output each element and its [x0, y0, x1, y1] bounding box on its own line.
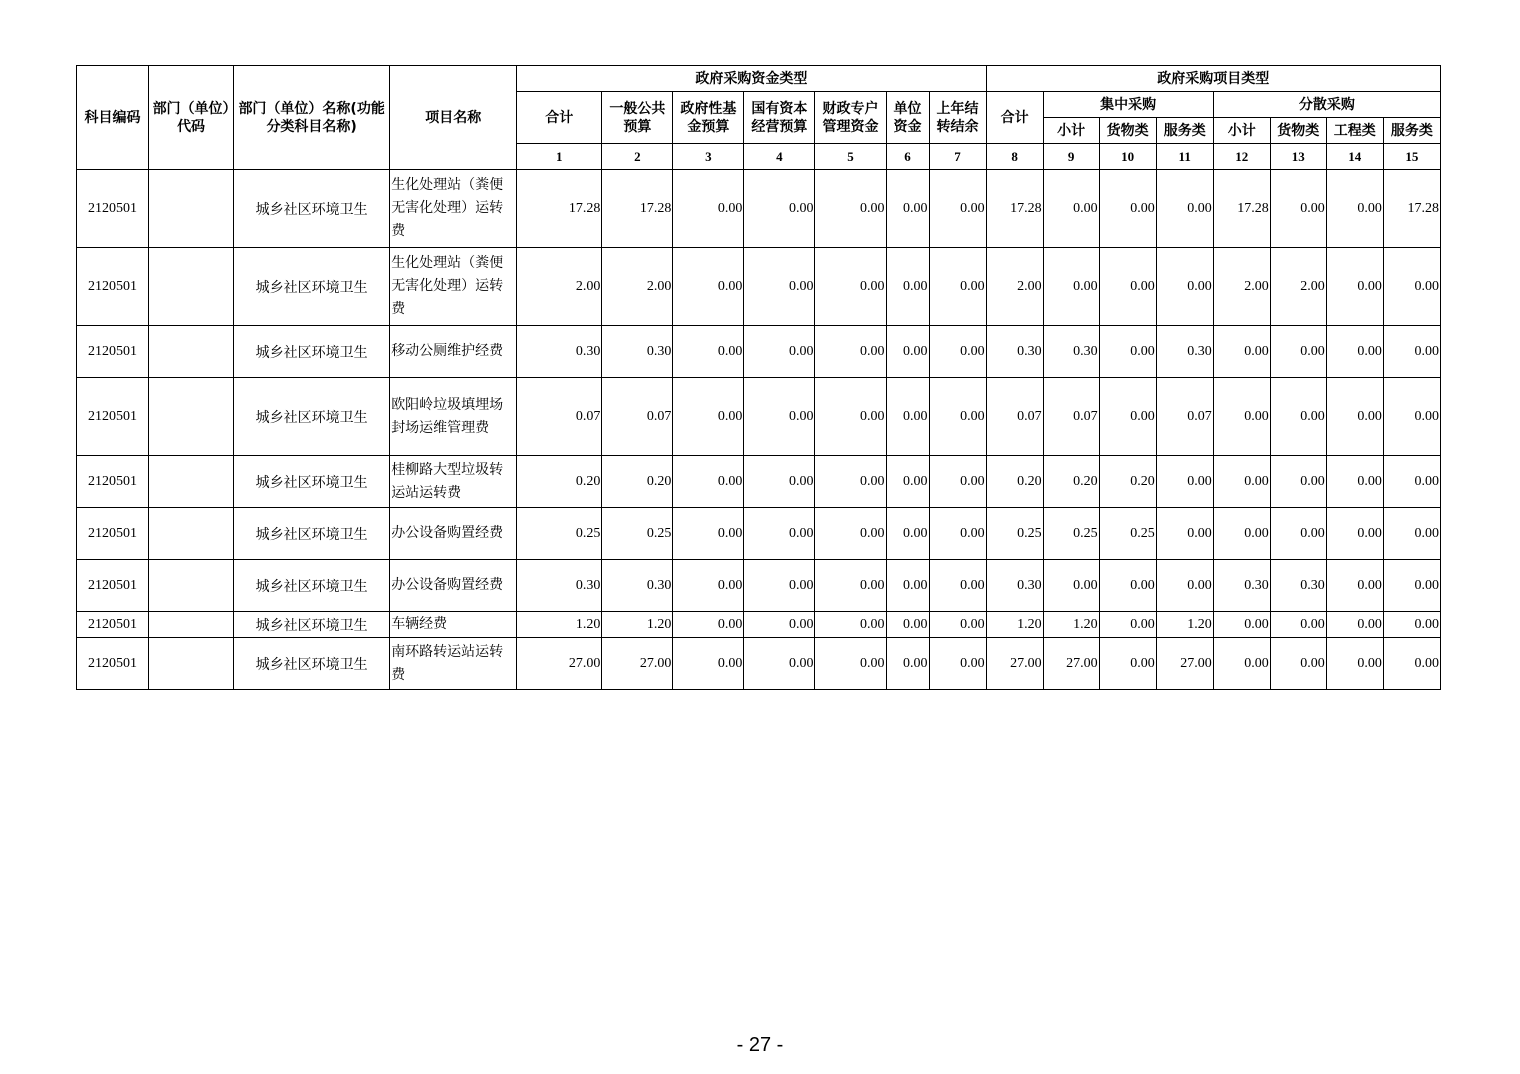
amount-cell: 0.00 [929, 378, 986, 456]
amount-cell: 0.30 [1270, 560, 1326, 612]
amount-cell: 0.00 [1099, 612, 1156, 638]
amount-cell: 1.20 [602, 612, 673, 638]
amount-cell: 0.00 [744, 378, 815, 456]
amount-cell: 0.20 [986, 456, 1043, 508]
amount-cell: 0.00 [1213, 508, 1270, 560]
subject-code-cell: 2120501 [77, 378, 149, 456]
amount-cell: 0.00 [1043, 170, 1099, 248]
amount-cell: 0.00 [1043, 560, 1099, 612]
amount-cell: 0.00 [673, 170, 744, 248]
dept-code-cell [149, 378, 234, 456]
header-unit-fund: 单位资金 [886, 92, 929, 144]
dept-name-cell: 城乡社区环境卫生 [234, 456, 390, 508]
header-fund-type-group: 政府采购资金类型 [517, 66, 986, 92]
amount-cell: 0.00 [1213, 612, 1270, 638]
amount-cell: 0.00 [1099, 170, 1156, 248]
amount-cell: 27.00 [602, 638, 673, 690]
subject-code-cell: 2120501 [77, 326, 149, 378]
amount-cell: 0.00 [929, 326, 986, 378]
header-subtotal-1: 小计 [1043, 118, 1099, 144]
amount-cell: 0.25 [1043, 508, 1099, 560]
amount-cell: 0.00 [886, 560, 929, 612]
amount-cell: 0.00 [1156, 560, 1213, 612]
amount-cell: 2.00 [1213, 248, 1270, 326]
amount-cell: 0.20 [1099, 456, 1156, 508]
amount-cell: 0.00 [1270, 612, 1326, 638]
amount-cell: 0.00 [1326, 378, 1383, 456]
header-service-1: 服务类 [1156, 118, 1213, 144]
header-gov-fund-budget: 政府性基金预算 [673, 92, 744, 144]
project-name-cell: 办公设备购置经费 [390, 508, 517, 560]
amount-cell: 0.00 [1326, 612, 1383, 638]
amount-cell: 0.30 [986, 326, 1043, 378]
column-number: 8 [986, 144, 1043, 170]
header-project-name: 项目名称 [390, 66, 517, 170]
column-number: 6 [886, 144, 929, 170]
amount-cell: 0.00 [1383, 248, 1440, 326]
subject-code-cell: 2120501 [77, 560, 149, 612]
project-name-cell: 办公设备购置经费 [390, 560, 517, 612]
header-dept-name: 部门（单位）名称(功能分类科目名称) [234, 66, 390, 170]
amount-cell: 0.00 [929, 638, 986, 690]
amount-cell: 0.00 [1326, 508, 1383, 560]
amount-cell: 0.30 [517, 326, 602, 378]
table-row [77, 508, 1441, 560]
project-name-cell: 生化处理站（粪便无害化处理）运转费 [390, 170, 517, 248]
amount-cell: 0.00 [886, 170, 929, 248]
amount-cell: 0.00 [886, 508, 929, 560]
amount-cell: 0.00 [929, 456, 986, 508]
amount-cell: 0.00 [929, 170, 986, 248]
amount-cell: 1.20 [1043, 612, 1099, 638]
amount-cell: 0.00 [1099, 638, 1156, 690]
amount-cell: 0.00 [673, 326, 744, 378]
amount-cell: 0.00 [1043, 248, 1099, 326]
amount-cell: 0.00 [1213, 326, 1270, 378]
dept-name-cell: 城乡社区环境卫生 [234, 326, 390, 378]
amount-cell: 27.00 [986, 638, 1043, 690]
header-dept-code: 部门（单位）代码 [149, 66, 234, 170]
column-number: 7 [929, 144, 986, 170]
amount-cell: 0.00 [1270, 326, 1326, 378]
amount-cell: 0.00 [1099, 248, 1156, 326]
table-row [77, 456, 1441, 508]
amount-cell: 0.00 [815, 378, 886, 456]
subject-code-cell: 2120501 [77, 248, 149, 326]
table-row [77, 248, 1441, 326]
column-number: 9 [1043, 144, 1099, 170]
column-number: 11 [1156, 144, 1213, 170]
amount-cell: 0.00 [1326, 560, 1383, 612]
dept-code-cell [149, 326, 234, 378]
table-row [77, 560, 1441, 612]
dept-code-cell [149, 170, 234, 248]
amount-cell: 0.00 [1270, 508, 1326, 560]
project-name-cell: 车辆经费 [390, 612, 517, 638]
subject-code-cell: 2120501 [77, 612, 149, 638]
table-row [77, 638, 1441, 690]
amount-cell: 27.00 [1043, 638, 1099, 690]
header-state-capital-budget: 国有资本经营预算 [744, 92, 815, 144]
subject-code-cell: 2120501 [77, 638, 149, 690]
column-number: 10 [1099, 144, 1156, 170]
amount-cell: 0.00 [1156, 248, 1213, 326]
amount-cell: 0.00 [673, 378, 744, 456]
header-subject-code: 科目编码 [77, 66, 149, 170]
amount-cell: 0.00 [673, 612, 744, 638]
column-number: 15 [1383, 144, 1440, 170]
amount-cell: 0.00 [929, 612, 986, 638]
amount-cell: 0.00 [1099, 560, 1156, 612]
amount-cell: 0.30 [986, 560, 1043, 612]
amount-cell: 0.00 [1383, 560, 1440, 612]
amount-cell: 0.00 [815, 326, 886, 378]
amount-cell: 2.00 [517, 248, 602, 326]
page-number: - 27 - [736, 1034, 784, 1056]
amount-cell: 0.00 [886, 378, 929, 456]
amount-cell: 0.00 [815, 170, 886, 248]
dept-code-cell [149, 612, 234, 638]
amount-cell: 17.28 [986, 170, 1043, 248]
amount-cell: 1.20 [986, 612, 1043, 638]
procurement-budget-table [76, 65, 1441, 690]
header-centralized: 集中采购 [1043, 92, 1213, 118]
project-name-cell: 桂柳路大型垃圾转运站运转费 [390, 456, 517, 508]
header-subtotal-2: 小计 [1213, 118, 1270, 144]
amount-cell: 0.00 [1326, 248, 1383, 326]
amount-cell: 0.00 [1383, 638, 1440, 690]
amount-cell: 0.00 [1383, 612, 1440, 638]
amount-cell: 0.00 [886, 612, 929, 638]
amount-cell: 0.30 [602, 560, 673, 612]
amount-cell: 0.20 [602, 456, 673, 508]
amount-cell: 0.00 [929, 560, 986, 612]
amount-cell: 0.00 [744, 456, 815, 508]
table-row [77, 326, 1441, 378]
amount-cell: 0.00 [929, 248, 986, 326]
amount-cell: 0.00 [1270, 170, 1326, 248]
header-project-type-group: 政府采购项目类型 [986, 66, 1440, 92]
dept-name-cell: 城乡社区环境卫生 [234, 378, 390, 456]
header-carryover: 上年结转结余 [929, 92, 986, 144]
amount-cell: 0.00 [1326, 170, 1383, 248]
amount-cell: 0.00 [1156, 456, 1213, 508]
project-name-cell: 南环路转运站运转费 [390, 638, 517, 690]
dept-name-cell: 城乡社区环境卫生 [234, 248, 390, 326]
header-goods-1: 货物类 [1099, 118, 1156, 144]
amount-cell: 17.28 [1213, 170, 1270, 248]
column-number: 5 [815, 144, 886, 170]
column-number: 12 [1213, 144, 1270, 170]
column-number: 13 [1270, 144, 1326, 170]
header-service-2: 服务类 [1383, 118, 1440, 144]
amount-cell: 0.00 [1156, 508, 1213, 560]
amount-cell: 0.00 [1213, 456, 1270, 508]
amount-cell: 2.00 [1270, 248, 1326, 326]
header-general-public-budget: 一般公共预算 [602, 92, 673, 144]
dept-name-cell: 城乡社区环境卫生 [234, 560, 390, 612]
amount-cell: 2.00 [602, 248, 673, 326]
amount-cell: 0.00 [1213, 638, 1270, 690]
amount-cell: 0.00 [1326, 456, 1383, 508]
column-number: 1 [517, 144, 602, 170]
dept-name-cell: 城乡社区环境卫生 [234, 170, 390, 248]
amount-cell: 0.00 [815, 508, 886, 560]
amount-cell: 0.25 [602, 508, 673, 560]
amount-cell: 1.20 [1156, 612, 1213, 638]
amount-cell: 0.00 [673, 560, 744, 612]
amount-cell: 17.28 [602, 170, 673, 248]
dept-code-cell [149, 248, 234, 326]
column-number: 4 [744, 144, 815, 170]
table-row [77, 378, 1441, 456]
dept-code-cell [149, 456, 234, 508]
header-proj-total: 合计 [986, 92, 1043, 144]
project-name-cell: 欧阳岭垃圾填埋场封场运维管理费 [390, 378, 517, 456]
header-fiscal-special-fund: 财政专户管理资金 [815, 92, 886, 144]
amount-cell: 0.00 [1326, 326, 1383, 378]
amount-cell: 0.00 [1383, 456, 1440, 508]
table-row [77, 170, 1441, 248]
amount-cell: 0.07 [602, 378, 673, 456]
amount-cell: 0.00 [815, 638, 886, 690]
amount-cell: 0.30 [517, 560, 602, 612]
amount-cell: 0.07 [517, 378, 602, 456]
table-row [77, 612, 1441, 638]
amount-cell: 0.00 [815, 612, 886, 638]
amount-cell: 0.00 [744, 170, 815, 248]
amount-cell: 0.00 [1099, 378, 1156, 456]
amount-cell: 0.00 [744, 612, 815, 638]
amount-cell: 27.00 [517, 638, 602, 690]
amount-cell: 0.30 [1156, 326, 1213, 378]
subject-code-cell: 2120501 [77, 456, 149, 508]
header-fund-total: 合计 [517, 92, 602, 144]
amount-cell: 17.28 [1383, 170, 1440, 248]
amount-cell: 0.00 [815, 560, 886, 612]
amount-cell: 0.00 [1099, 326, 1156, 378]
header-engineering-2: 工程类 [1326, 118, 1383, 144]
amount-cell: 0.00 [815, 248, 886, 326]
amount-cell: 0.00 [673, 248, 744, 326]
amount-cell: 0.00 [1383, 326, 1440, 378]
amount-cell: 0.07 [986, 378, 1043, 456]
dept-name-cell: 城乡社区环境卫生 [234, 638, 390, 690]
project-name-cell: 移动公厕维护经费 [390, 326, 517, 378]
amount-cell: 1.20 [517, 612, 602, 638]
header-dispersed: 分散采购 [1213, 92, 1440, 118]
project-name-cell: 生化处理站（粪便无害化处理）运转费 [390, 248, 517, 326]
amount-cell: 2.00 [986, 248, 1043, 326]
dept-name-cell: 城乡社区环境卫生 [234, 612, 390, 638]
amount-cell: 27.00 [1156, 638, 1213, 690]
amount-cell: 0.07 [1156, 378, 1213, 456]
amount-cell: 0.30 [602, 326, 673, 378]
amount-cell: 0.25 [986, 508, 1043, 560]
amount-cell: 0.25 [1099, 508, 1156, 560]
dept-code-cell [149, 508, 234, 560]
header-goods-2: 货物类 [1270, 118, 1326, 144]
amount-cell: 0.00 [929, 508, 986, 560]
column-number: 2 [602, 144, 673, 170]
amount-cell: 0.00 [1213, 378, 1270, 456]
amount-cell: 0.00 [744, 326, 815, 378]
amount-cell: 0.00 [1383, 508, 1440, 560]
amount-cell: 0.00 [886, 638, 929, 690]
amount-cell: 0.00 [1270, 638, 1326, 690]
amount-cell: 0.25 [517, 508, 602, 560]
amount-cell: 0.00 [1326, 638, 1383, 690]
amount-cell: 0.20 [517, 456, 602, 508]
amount-cell: 0.00 [886, 248, 929, 326]
amount-cell: 0.00 [744, 508, 815, 560]
dept-code-cell [149, 560, 234, 612]
amount-cell: 0.00 [1270, 456, 1326, 508]
amount-cell: 0.00 [744, 560, 815, 612]
amount-cell: 0.30 [1213, 560, 1270, 612]
amount-cell: 0.00 [1383, 378, 1440, 456]
amount-cell: 0.00 [1156, 170, 1213, 248]
amount-cell: 0.00 [673, 456, 744, 508]
amount-cell: 0.00 [673, 508, 744, 560]
amount-cell: 0.00 [886, 456, 929, 508]
dept-code-cell [149, 638, 234, 690]
dept-name-cell: 城乡社区环境卫生 [234, 508, 390, 560]
amount-cell: 0.20 [1043, 456, 1099, 508]
subject-code-cell: 2120501 [77, 170, 149, 248]
column-number: 14 [1326, 144, 1383, 170]
subject-code-cell: 2120501 [77, 508, 149, 560]
amount-cell: 0.30 [1043, 326, 1099, 378]
amount-cell: 0.00 [886, 326, 929, 378]
amount-cell: 0.00 [815, 456, 886, 508]
amount-cell: 17.28 [517, 170, 602, 248]
amount-cell: 0.00 [673, 638, 744, 690]
amount-cell: 0.00 [744, 248, 815, 326]
amount-cell: 0.07 [1043, 378, 1099, 456]
column-number: 3 [673, 144, 744, 170]
amount-cell: 0.00 [744, 638, 815, 690]
amount-cell: 0.00 [1270, 378, 1326, 456]
